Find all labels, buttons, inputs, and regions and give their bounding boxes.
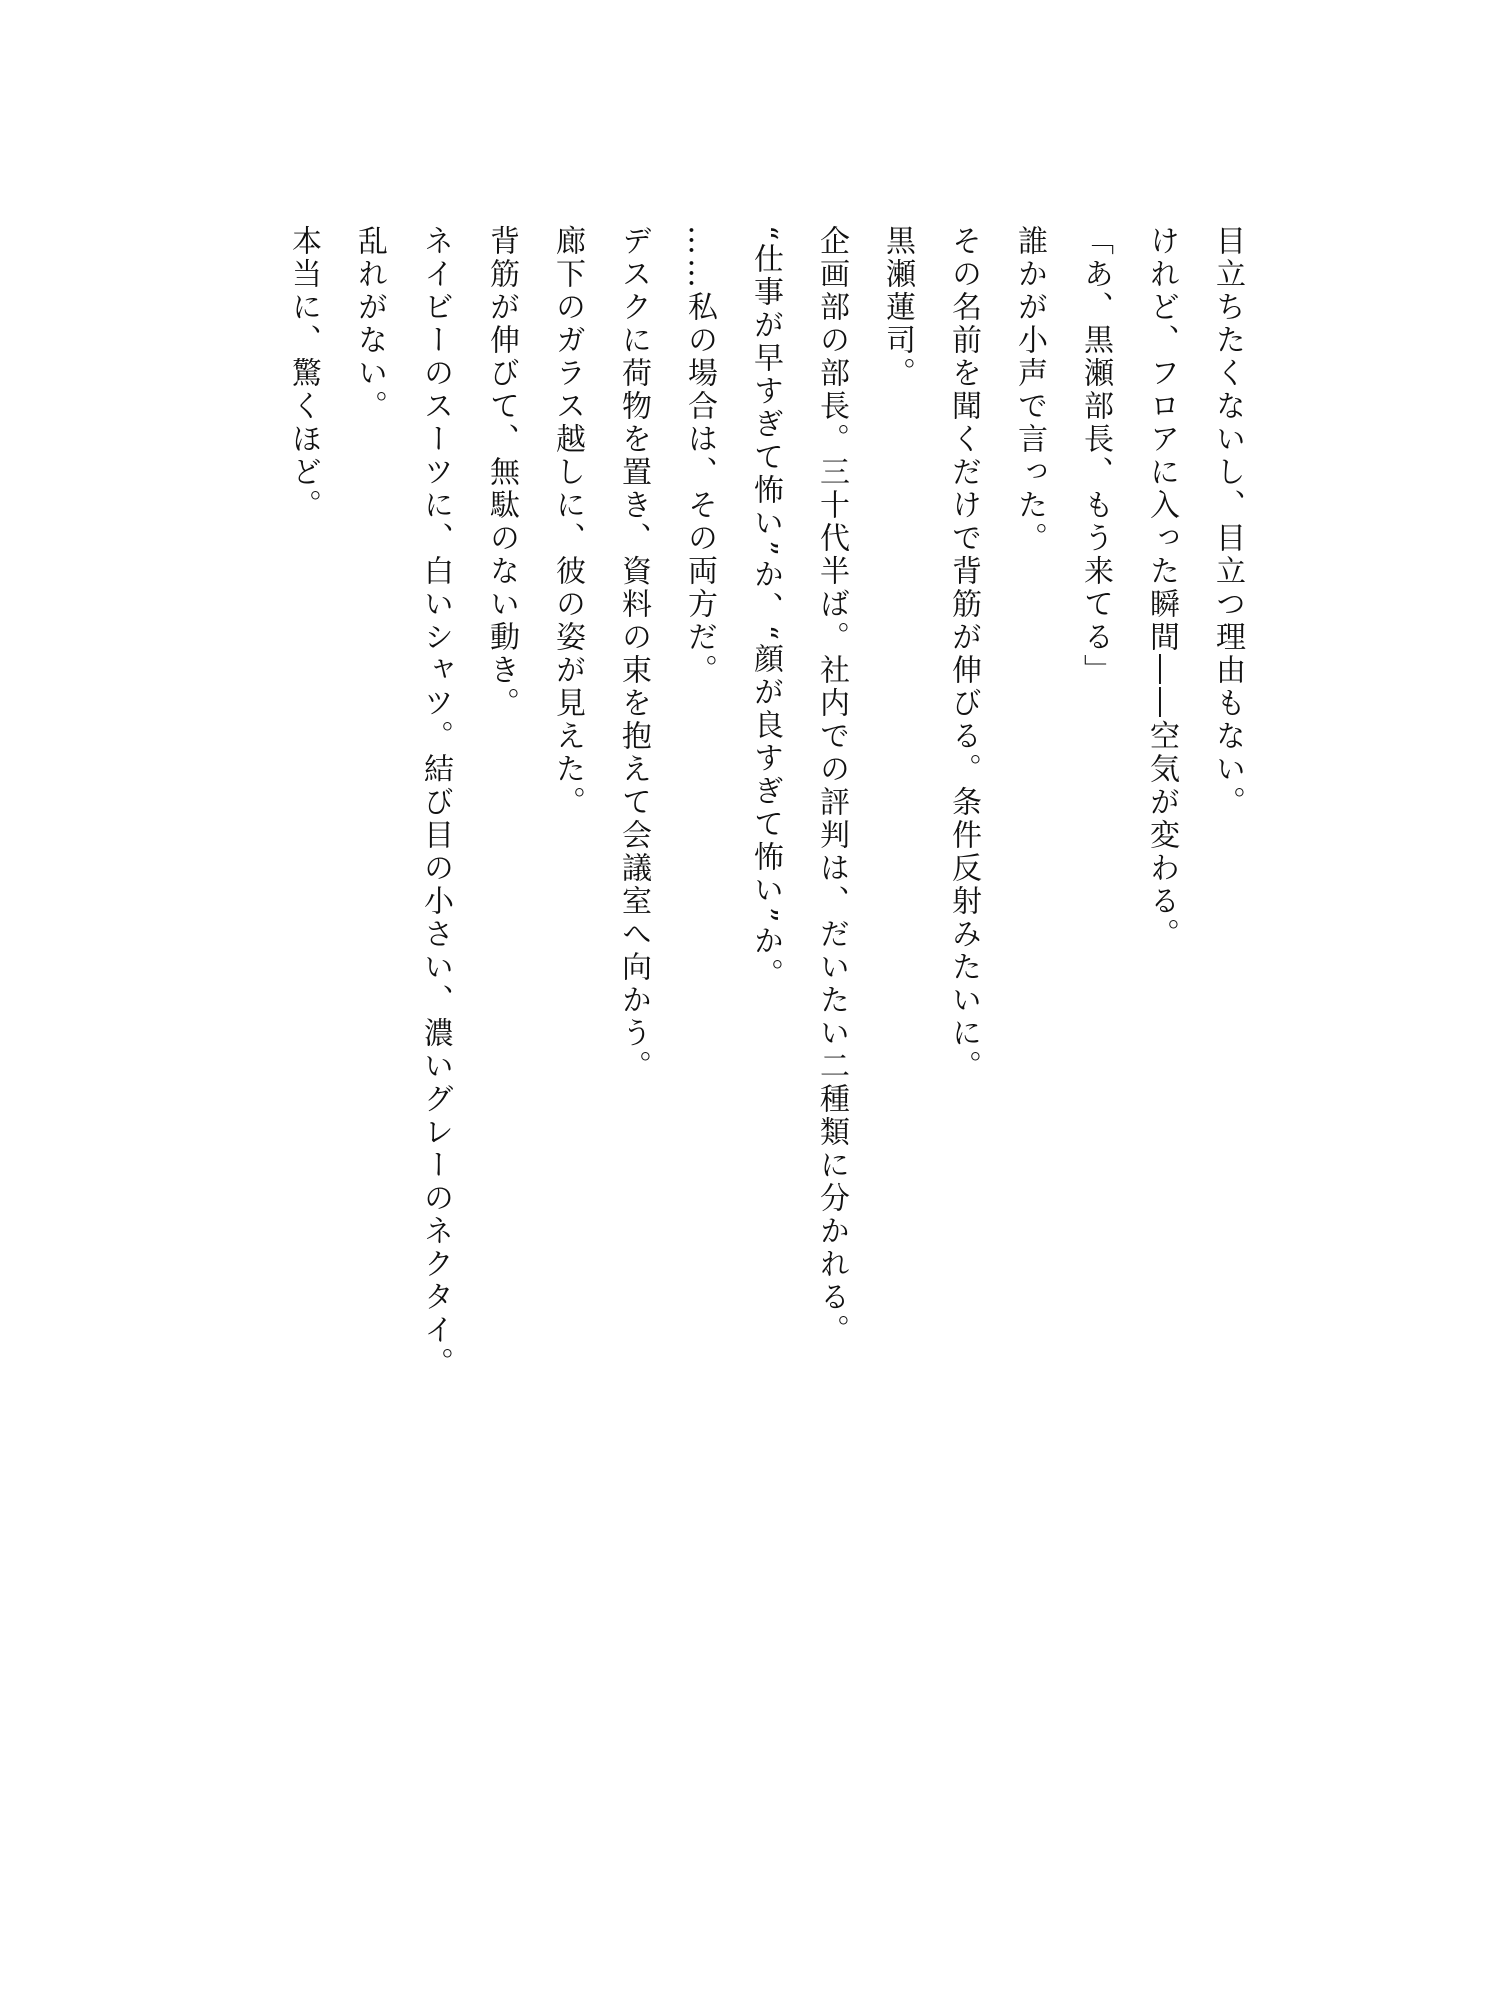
text-line-2: けれど、フロアに入った瞬間――空気が変わる。: [1144, 225, 1179, 951]
text-line-7: 企画部の部長。三十代半ば。社内での評判は、だいたい二種類に分かれる。: [814, 225, 849, 1347]
text-line-8: “仕事が早すぎて怖い”か、“顔が良すぎて怖い”か。: [748, 225, 783, 992]
text-line-1: 目立ちたくないし、目立つ理由もない。: [1210, 225, 1245, 819]
text-line-5: その名前を聞くだけで背筋が伸びる。条件反射みたいに。: [946, 225, 981, 1083]
text-line-9: ……私の場合は、その両方だ。: [682, 225, 717, 687]
text-line-4: 誰かが小声で言った。: [1012, 225, 1047, 555]
text-line-10: デスクに荷物を置き、資料の束を抱えて会議室へ向かう。: [616, 225, 651, 1083]
text-line-12: 背筋が伸びて、無駄のない動き。: [484, 225, 519, 720]
text-line-6: 黒瀬蓮司。: [880, 225, 915, 390]
text-line-13: ネイビーのスーツに、白いシャツ。結び目の小さい、濃いグレーのネクタイ。: [418, 225, 453, 1380]
text-line-11: 廊下のガラス越しに、彼の姿が見えた。: [550, 225, 585, 819]
vertical-text-body: [270, 225, 1260, 1465]
text-line-3: 「あ、黒瀬部長、もう来てる」: [1078, 225, 1113, 687]
text-line-15: 本当に、驚くほど。: [286, 225, 321, 522]
text-line-14: 乱れがない。: [352, 225, 387, 423]
